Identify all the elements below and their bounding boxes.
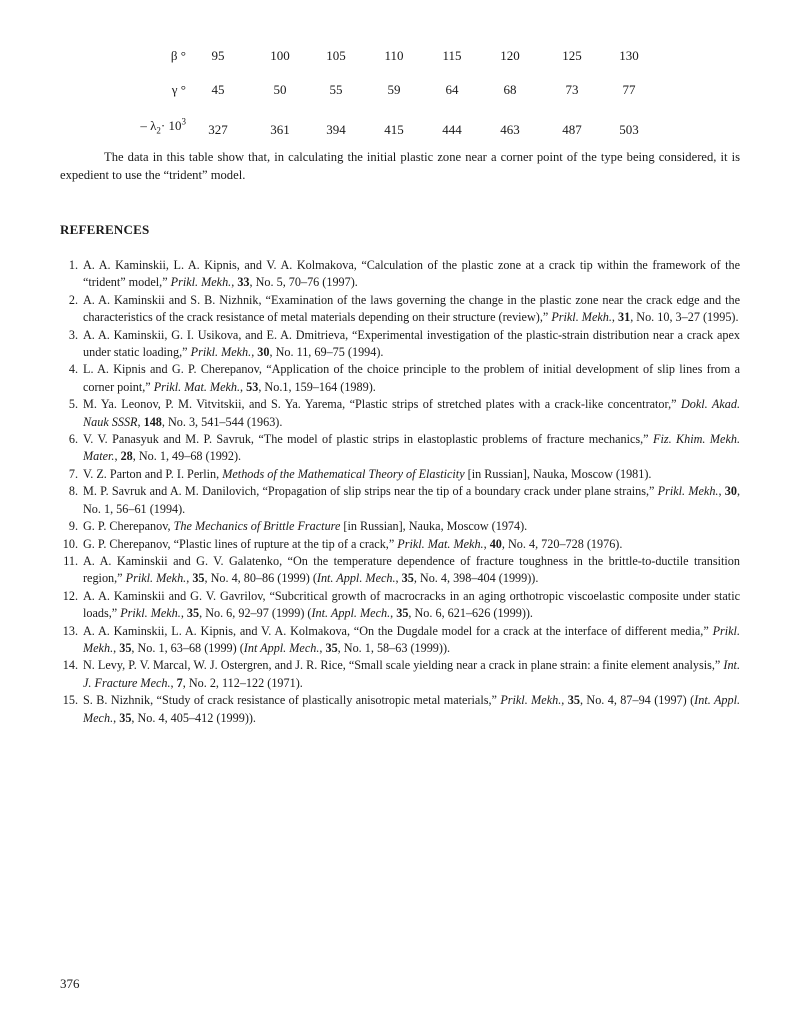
journal-title: Methods of the Mathematical Theory of Elasticity — [222, 466, 465, 481]
reference-text: , No. 4, 405–412 (1999)). — [131, 710, 256, 725]
journal-title: Prikl. Mat. Mekh. — [397, 536, 484, 551]
reference-item — [60, 257, 740, 292]
reference-item — [60, 327, 740, 362]
reference-number: 4. — [68, 362, 78, 377]
reference-text: M. P. Savruk and A. M. Danilovich, “Propagation of slip strips near the tip of a boundary crack under plane strains,” — [83, 484, 658, 499]
reference-item — [60, 692, 740, 727]
reference-number: 13. — [62, 623, 78, 638]
reference-item — [60, 588, 740, 623]
reference-number: 5. — [68, 397, 78, 412]
reference-text: [in Russian], Nauka, Moscow (1974). — [340, 519, 528, 534]
reference-text: A. A. Kaminskii, L. A. Kipnis, and V. A. Kolmakova, “On the Dugdale model for a crack at the interface of different media,” — [83, 623, 713, 638]
data-table — [100, 44, 660, 146]
table-cell: 45 — [211, 82, 225, 97]
reference-text: , — [395, 571, 402, 586]
table-cell: 64 — [445, 82, 459, 97]
reference-text: , — [611, 310, 618, 325]
row-label-gamma: γ ° — [171, 82, 186, 97]
table-row-gamma — [100, 78, 660, 112]
reference-text: , — [113, 710, 120, 725]
table-cell: 77 — [622, 82, 636, 97]
table-cell: 59 — [387, 82, 401, 97]
reference-text: S. B. Nizhnik, “Study of crack resistance of plastically anisotropic metal materials,” — [83, 693, 501, 708]
volume-number: 35 — [186, 606, 200, 621]
table-cell: 100 — [270, 48, 290, 63]
table-cell: 394 — [326, 122, 346, 137]
reference-text: , — [251, 345, 258, 360]
table-cell: 115 — [442, 48, 462, 63]
journal-title: Prikl. Mat. Mekh. — [153, 379, 241, 394]
reference-number: 9. — [68, 519, 78, 534]
reference-item — [60, 518, 740, 535]
reference-item — [60, 536, 740, 553]
journal-title: Int. Appl. Mech. — [311, 606, 391, 621]
reference-text: , — [186, 571, 193, 586]
page-number: 376 — [60, 976, 80, 991]
reference-text: , — [170, 675, 177, 690]
reference-item — [60, 292, 740, 327]
reference-item — [60, 553, 740, 588]
reference-text: , No. 3, 541–544 (1963). — [161, 414, 283, 429]
reference-text: G. P. Cherepanov, — [83, 519, 174, 534]
reference-number: 10. — [62, 536, 78, 551]
table-cell: 444 — [442, 122, 462, 137]
table-cell: 105 — [326, 48, 346, 63]
reference-number: 12. — [62, 588, 78, 603]
table-cell: 68 — [503, 82, 517, 97]
reference-text: A. A. Kaminskii, L. A. Kipnis, and V. A. Kolmakova, “Calculation of the plastic zone at a crack tip within the framework of the “trident” model,” — [83, 258, 740, 290]
journal-title: Prikl. Mekh. — [190, 345, 252, 360]
reference-text: , No. 4, 720–728 (1976). — [501, 536, 623, 551]
table-cell: 503 — [619, 122, 639, 137]
journal-title: Dokl. Akad. Nauk SSSR — [83, 397, 740, 429]
table-cell: 55 — [329, 82, 343, 97]
journal-title: Int Appl. Mech. — [243, 640, 320, 655]
reference-text: , No. 5, 70–76 (1997). — [249, 275, 358, 290]
volume-number: 40 — [489, 536, 502, 551]
volume-number: 31 — [618, 310, 631, 325]
table-cell: 463 — [500, 122, 520, 137]
volume-number: 53 — [246, 379, 259, 394]
reference-text: , No. 1, 49–68 (1992). — [132, 449, 242, 464]
reference-text: A. A. Kaminskii and G. V. Galatenko, “On the temperature dependence of fracture toughness in the brittle-to-ductile transition region,” — [83, 553, 740, 586]
reference-text: N. Levy, P. V. Marcal, W. J. Ostergren, and J. R. Rice, “Small scale yielding near a crack in plane strain: a finite element analysis,” — [83, 658, 724, 673]
reference-number: 7. — [68, 466, 78, 481]
reference-text: , No. 1, 58–63 (1999)). — [337, 640, 451, 655]
volume-number: 28 — [120, 449, 133, 464]
reference-text: , No.1, 159–164 (1989). — [258, 379, 376, 394]
reference-text: , No. 2, 112–122 (1971). — [182, 675, 303, 690]
reference-text: A. A. Kaminskii and G. V. Gavrilov, “Subcritical growth of macrocracks in an aging orthotropic viscoelastic composite under static loads,” — [83, 588, 740, 621]
journal-title: Fiz. Khim. Mekh. Mater. — [83, 432, 740, 464]
volume-number: 35 — [192, 571, 205, 586]
table-cell: 110 — [384, 48, 404, 63]
reference-text: G. P. Cherepanov, “Plastic lines of rupture at the tip of a crack,” — [83, 536, 398, 551]
volume-number: 7 — [176, 675, 183, 690]
reference-number: 15. — [62, 693, 78, 708]
reference-text: , — [319, 640, 326, 655]
reference-number: 11. — [63, 553, 78, 568]
table-cell: 50 — [273, 82, 287, 97]
reference-text: , — [114, 449, 121, 464]
table-cell: 327 — [208, 122, 228, 137]
volume-number: 30 — [257, 345, 270, 360]
journal-title: Int. J. Fracture Mech. — [83, 658, 740, 690]
journal-title: Prikl. Mekh. — [500, 693, 562, 708]
table-cell: 130 — [619, 48, 639, 63]
reference-number: 3. — [68, 327, 78, 342]
reference-text: , — [240, 379, 247, 394]
references-list — [60, 257, 740, 727]
reference-text: V. Z. Parton and P. I. Perlin, — [83, 466, 223, 481]
reference-text: , — [113, 640, 120, 655]
reference-text: A. A. Kaminskii, G. I. Usikova, and E. A. Dmitrieva, “Experimental investigation of the plastic-strain distribution near a crack apex under static loading,” — [83, 327, 740, 360]
reference-item — [60, 657, 740, 692]
reference-item — [60, 361, 740, 396]
table-cell: 487 — [562, 122, 582, 137]
reference-text: , — [718, 484, 725, 499]
table-cell: 73 — [565, 82, 579, 97]
reference-text: [in Russian], Nauka, Moscow (1981). — [464, 466, 652, 481]
journal-title: The Mechanics of Brittle Fracture — [173, 519, 341, 534]
reference-item — [60, 466, 740, 483]
journal-title: Prikl. Mekh. — [170, 275, 232, 290]
volume-number: 33 — [237, 275, 250, 290]
reference-text: , — [483, 536, 490, 551]
journal-title: Int. Appl. Mech. — [83, 693, 741, 725]
reference-text: , No. 11, 69–75 (1994). — [269, 345, 384, 360]
volume-number: 35 — [567, 693, 580, 708]
volume-number: 148 — [143, 414, 162, 429]
journal-title: Prikl. Mekh. — [657, 484, 719, 499]
journal-title: Prikl. Mekh. — [83, 623, 740, 655]
reference-text: , — [390, 606, 397, 621]
reference-text: L. A. Kipnis and G. P. Cherepanov, “Application of the choice principle to the problem of initial development of slip lines from a corner point,” — [83, 362, 740, 394]
reference-text: , No. 4, 80–86 (1999) ( — [204, 571, 317, 586]
references-heading: REFERENCES — [60, 222, 150, 237]
reference-text: , — [180, 606, 187, 621]
table-cell: 120 — [500, 48, 520, 63]
reference-text: , No. 6, 92–97 (1999) ( — [199, 606, 312, 621]
reference-text: , No. 4, 398–404 (1999)). — [413, 571, 539, 586]
volume-number: 30 — [724, 484, 737, 499]
reference-number: 14. — [62, 658, 78, 673]
reference-item — [60, 623, 740, 658]
reference-text: , No. 4, 87–94 (1997) ( — [579, 693, 695, 708]
reference-text: , — [561, 693, 568, 708]
table-row-beta — [100, 44, 660, 78]
reference-number: 8. — [68, 484, 78, 499]
reference-item — [60, 431, 740, 466]
table-row-lambda — [100, 114, 660, 148]
volume-number: 35 — [325, 640, 338, 655]
volume-number: 35 — [401, 571, 414, 586]
reference-text: , — [137, 414, 144, 429]
journal-title: Int. Appl. Mech. — [316, 571, 396, 586]
journal-title: Prikl. Mekh. — [120, 606, 181, 621]
reference-text: M. Ya. Leonov, P. M. Vitvitskii, and S. Ya. Yarema, “Plastic strips of stretched plates with a crack-like concentrator,” — [83, 397, 681, 412]
volume-number: 35 — [396, 606, 409, 621]
table-cell: 125 — [562, 48, 582, 63]
journal-title: Prikl. Mekh. — [125, 571, 187, 586]
reference-item — [60, 396, 740, 431]
table-cell: 95 — [211, 48, 225, 63]
table-cell: 361 — [270, 122, 290, 137]
volume-number: 35 — [119, 710, 132, 725]
row-label-lambda: – $\lambda_2\cdot 10^3$ — [140, 116, 186, 136]
reference-number: 6. — [68, 432, 78, 447]
reference-item — [60, 483, 740, 518]
journal-title: Prikl. Mekh. — [551, 310, 612, 325]
row-label-beta: β ° — [170, 48, 186, 63]
reference-text: A. A. Kaminskii and S. B. Nizhnik, “Examination of the laws governing the change in the plastic zone near the crack edge and the characteristics of the crack resistance of metal materials depending on their structure (review),” — [83, 292, 740, 325]
reference-text: , No. 10, 3–27 (1995). — [630, 310, 739, 325]
reference-text: V. V. Panasyuk and M. P. Savruk, “The model of plastic strips in elastoplastic problems of fracture mechanics,” — [83, 432, 653, 447]
body-paragraph: The data in this table show that, in calculating the initial plastic zone near a corner point of the type being considered, it is expedient to use the “trident” model. — [60, 150, 740, 182]
table-cell: 415 — [384, 122, 404, 137]
reference-text: , — [231, 275, 238, 290]
reference-text: , No. 6, 621–626 (1999)). — [408, 606, 533, 621]
reference-text: , No. 1, 63–68 (1999) ( — [131, 640, 244, 655]
reference-number: 2. — [68, 292, 78, 307]
reference-text: , No. 1, 56–61 (1994). — [83, 484, 741, 516]
volume-number: 35 — [119, 640, 132, 655]
reference-number: 1. — [68, 258, 78, 272]
